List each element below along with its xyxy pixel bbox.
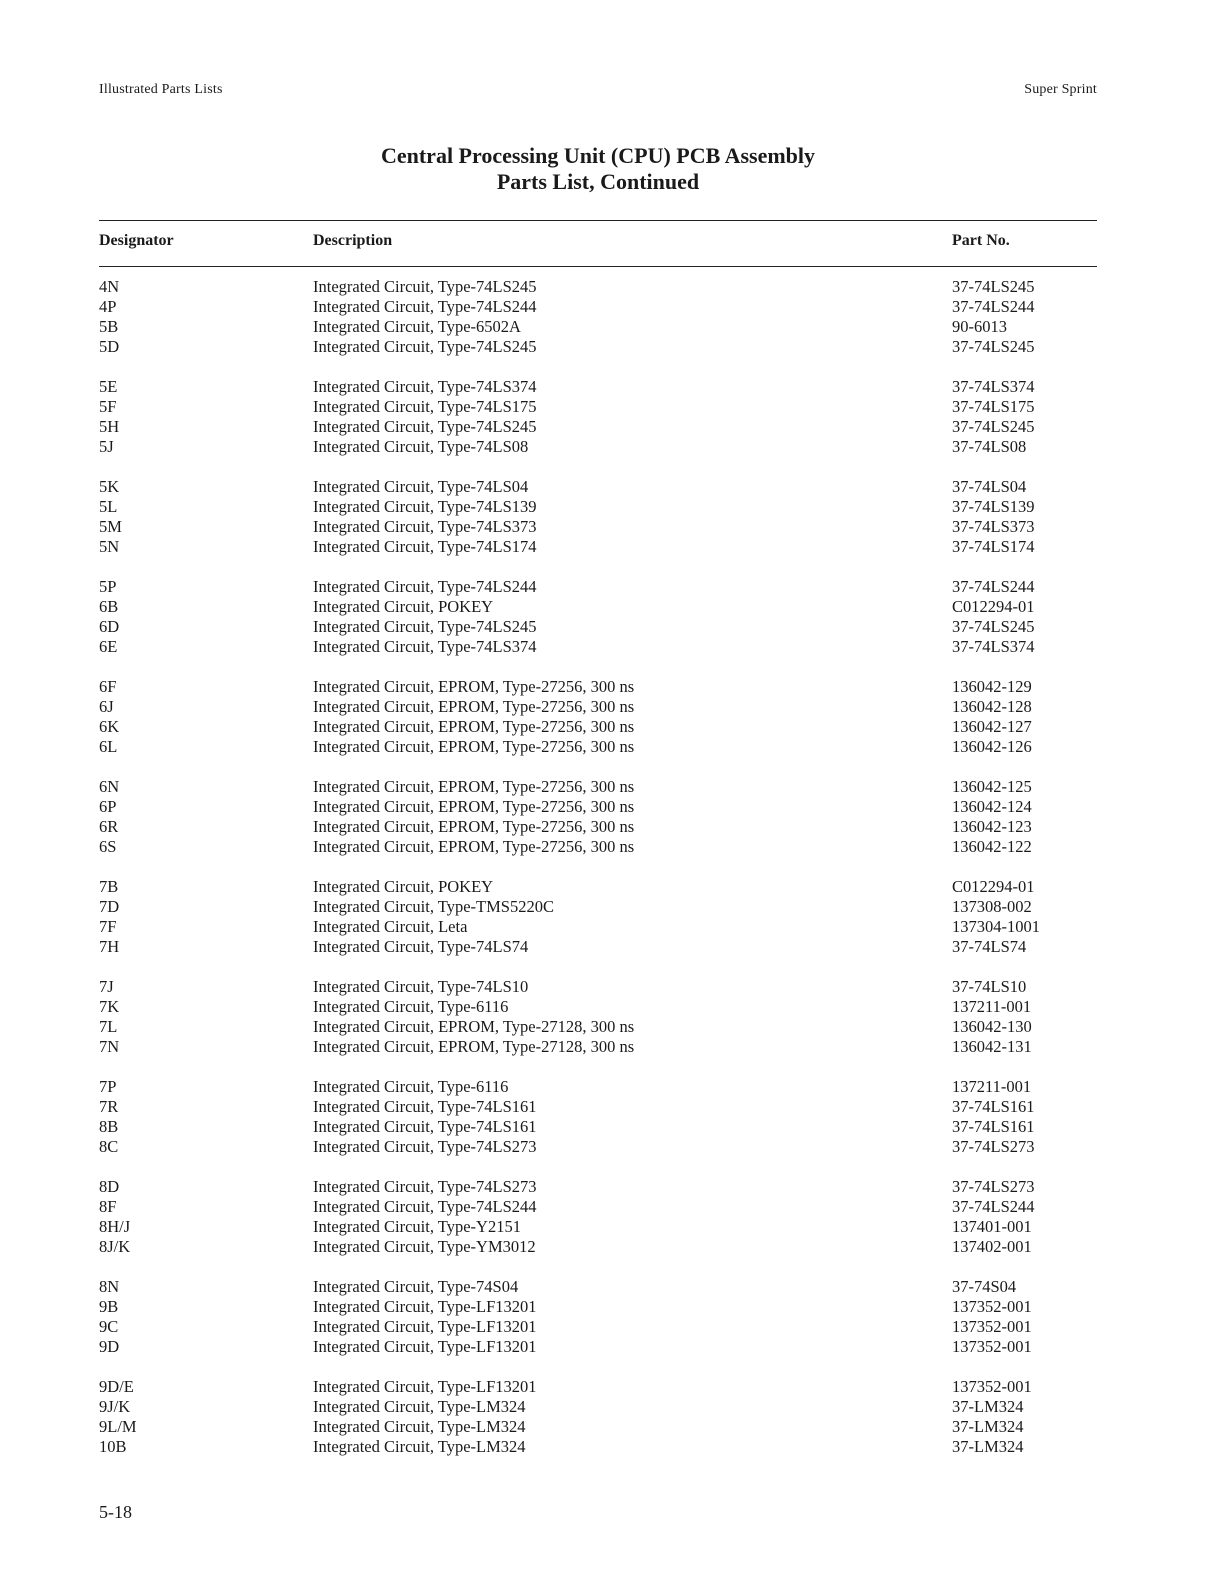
group-spacer [99,357,1097,377]
group-spacer [99,757,1097,777]
description-cell: Integrated Circuit, Type-74LS244 [313,577,537,596]
description-cell: Integrated Circuit, Type-6116 [313,1077,509,1096]
description-cell: Integrated Circuit, EPROM, Type-27256, 300 ns [313,717,635,736]
table-row [99,517,1097,537]
description-cell: Integrated Circuit, Type-74LS244 [313,1197,537,1216]
description-cell: Integrated Circuit, EPROM, Type-27256, 300 ns [313,817,635,836]
table-row [99,1437,1097,1457]
part-no-cell: 136042-126 [952,737,1032,756]
designator-cell: 7K [99,997,120,1016]
running-header-right: Super Sprint [1024,82,1097,97]
group-spacer [99,1357,1097,1377]
group-spacer [99,957,1097,977]
part-no-cell: 37-74LS245 [952,277,1035,296]
parts-table [99,277,1097,1457]
part-no-cell: 136042-127 [952,717,1032,736]
description-cell: Integrated Circuit, POKEY [313,597,494,616]
group-spacer-cell [99,957,1097,977]
description-cell: Integrated Circuit, Type-74LS373 [313,517,537,536]
designator-cell: 6R [99,817,119,836]
table-row [99,1137,1097,1157]
group-spacer-cell [99,357,1097,377]
group-spacer-cell [99,1257,1097,1277]
description-cell: Integrated Circuit, Type-74LS10 [313,977,529,996]
designator-cell: 6B [99,597,119,616]
part-no-cell: 37-74LS273 [952,1177,1035,1196]
designator-cell: 6P [99,797,117,816]
table-row [99,637,1097,657]
designator-cell: 7P [99,1077,117,1096]
part-no-cell: 90-6013 [952,317,1007,336]
group-spacer [99,1157,1097,1177]
group-spacer-cell [99,757,1097,777]
table-row [99,1297,1097,1317]
description-cell: Integrated Circuit, Type-6502A [313,317,521,336]
table-row [99,477,1097,497]
table-row [99,737,1097,757]
designator-cell: 8B [99,1117,119,1136]
part-no-cell: 137401-001 [952,1217,1032,1236]
table-row [99,977,1097,997]
table-row [99,1237,1097,1257]
part-no-cell: 137211-001 [952,1077,1032,1096]
designator-cell: 7J [99,977,114,996]
group-spacer-cell [99,1057,1097,1077]
table-row [99,1317,1097,1337]
part-no-cell: 37-LM324 [952,1437,1024,1456]
designator-cell: 6D [99,617,120,636]
designator-cell: 5D [99,337,120,356]
table-row [99,1417,1097,1437]
designator-cell: 5L [99,497,118,516]
group-spacer-cell [99,857,1097,877]
part-no-cell: 137211-001 [952,997,1032,1016]
part-no-cell: 137352-001 [952,1337,1032,1356]
designator-cell: 5E [99,377,118,396]
part-no-cell: C012294-01 [952,877,1035,896]
part-no-cell: 37-74LS374 [952,377,1035,396]
description-cell: Integrated Circuit, POKEY [313,877,494,896]
table-row [99,617,1097,637]
table-row [99,1077,1097,1097]
table-row [99,1097,1097,1117]
designator-cell: 5J [99,437,114,456]
description-cell: Integrated Circuit, Type-74LS245 [313,337,537,356]
description-cell: Integrated Circuit, Leta [313,917,468,936]
designator-cell: 5H [99,417,120,436]
designator-cell: 4N [99,277,120,296]
group-spacer [99,1057,1097,1077]
part-no-cell: 37-74LS161 [952,1117,1035,1136]
description-cell: Integrated Circuit, Type-YM3012 [313,1237,536,1256]
table-row [99,1177,1097,1197]
description-cell: Integrated Circuit, Type-LF13201 [313,1317,537,1336]
description-cell: Integrated Circuit, Type-LF13201 [313,1297,537,1316]
group-spacer-cell [99,657,1097,677]
table-row [99,677,1097,697]
designator-cell: 7H [99,937,120,956]
designator-cell: 8J/K [99,1237,131,1256]
description-cell: Integrated Circuit, Type-74LS374 [313,637,537,656]
table-row [99,1397,1097,1417]
part-no-cell: 37-74LS374 [952,637,1035,656]
table-row [99,717,1097,737]
part-no-cell: 37-74LS08 [952,437,1027,456]
part-no-cell: 37-74LS244 [952,577,1035,596]
designator-cell: 4P [99,297,117,316]
table-row [99,1377,1097,1397]
table-row [99,377,1097,397]
part-no-cell: 37-74LS04 [952,477,1027,496]
part-no-cell: 137402-001 [952,1237,1032,1256]
designator-cell: 8N [99,1277,120,1296]
parts-table-body [99,277,1097,1457]
part-no-cell: 137304-1001 [952,917,1040,936]
description-cell: Integrated Circuit, EPROM, Type-27256, 300 ns [313,777,635,796]
part-no-cell: 137352-001 [952,1297,1032,1316]
table-row [99,797,1097,817]
part-no-cell: 37-74LS245 [952,337,1035,356]
description-cell: Integrated Circuit, Type-LM324 [313,1397,526,1416]
description-cell: Integrated Circuit, Type-LM324 [313,1437,526,1456]
part-no-cell: 136042-123 [952,817,1032,836]
group-spacer [99,857,1097,877]
table-row [99,897,1097,917]
designator-cell: 5N [99,537,120,556]
table-row [99,577,1097,597]
table-row [99,397,1097,417]
description-cell: Integrated Circuit, Type-TMS5220C [313,897,554,916]
group-spacer [99,1257,1097,1277]
description-cell: Integrated Circuit, Type-74LS245 [313,617,537,636]
description-cell: Integrated Circuit, Type-74LS245 [313,417,537,436]
description-cell: Integrated Circuit, Type-74LS08 [313,437,529,456]
designator-cell: 7R [99,1097,119,1116]
table-row [99,1117,1097,1137]
description-cell: Integrated Circuit, Type-74LS273 [313,1137,537,1156]
description-cell: Integrated Circuit, EPROM, Type-27256, 300 ns [313,677,635,696]
description-cell: Integrated Circuit, Type-74LS374 [313,377,537,396]
designator-cell: 9C [99,1317,119,1336]
table-row [99,1337,1097,1357]
group-spacer [99,457,1097,477]
designator-cell: 6E [99,637,118,656]
part-no-cell: 37-74LS273 [952,1137,1035,1156]
designator-cell: 6L [99,737,118,756]
description-cell: Integrated Circuit, Type-Y2151 [313,1217,521,1236]
designator-cell: 7F [99,917,117,936]
description-cell: Integrated Circuit, Type-74LS161 [313,1117,537,1136]
description-cell: Integrated Circuit, Type-74LS139 [313,497,537,516]
group-spacer-cell [99,1157,1097,1177]
description-cell: Integrated Circuit, Type-74S04 [313,1277,519,1296]
description-cell: Integrated Circuit, Type-74LS174 [313,537,537,556]
part-no-cell: 37-74LS373 [952,517,1035,536]
description-cell: Integrated Circuit, Type-6116 [313,997,509,1016]
part-no-cell: C012294-01 [952,597,1035,616]
table-row [99,317,1097,337]
table-row [99,1217,1097,1237]
table-top-rule [99,220,1097,221]
part-no-cell: 136042-125 [952,777,1032,796]
description-cell: Integrated Circuit, Type-74LS161 [313,1097,537,1116]
designator-cell: 6S [99,837,117,856]
description-cell: Integrated Circuit, Type-74LS175 [313,397,537,416]
description-cell: Integrated Circuit, EPROM, Type-27256, 300 ns [313,797,635,816]
table-row [99,337,1097,357]
group-spacer-cell [99,457,1097,477]
table-row [99,817,1097,837]
designator-cell: 6K [99,717,120,736]
table-row [99,777,1097,797]
table-row [99,997,1097,1017]
group-spacer-cell [99,557,1097,577]
designator-cell: 9D/E [99,1377,134,1396]
description-cell: Integrated Circuit, Type-LF13201 [313,1377,537,1396]
table-row [99,917,1097,937]
designator-cell: 5M [99,517,122,536]
table-row [99,597,1097,617]
designator-cell: 5B [99,317,119,336]
part-no-cell: 137308-002 [952,897,1032,916]
description-cell: Integrated Circuit, Type-LF13201 [313,1337,537,1356]
part-no-cell: 37-74LS10 [952,977,1027,996]
group-spacer [99,557,1097,577]
part-no-cell: 136042-122 [952,837,1032,856]
designator-cell: 9L/M [99,1417,137,1436]
designator-cell: 8F [99,1197,117,1216]
table-row [99,1197,1097,1217]
designator-cell: 6N [99,777,120,796]
designator-cell: 8C [99,1137,119,1156]
table-row [99,697,1097,717]
table-row [99,417,1097,437]
designator-cell: 6F [99,677,117,696]
part-no-cell: 37-74LS139 [952,497,1035,516]
description-cell: Integrated Circuit, EPROM, Type-27256, 300 ns [313,737,635,756]
table-row [99,437,1097,457]
part-no-cell: 136042-129 [952,677,1032,696]
designator-cell: 7B [99,877,119,896]
table-header-rule [99,266,1097,267]
part-no-cell: 37-LM324 [952,1417,1024,1436]
part-no-cell: 137352-001 [952,1317,1032,1336]
title-line-1: Central Processing Unit (CPU) PCB Assembly [380,143,816,168]
part-no-cell: 37-74LS174 [952,537,1035,556]
part-no-cell: 37-74LS245 [952,417,1035,436]
part-no-cell: 37-74LS161 [952,1097,1035,1116]
description-cell: Integrated Circuit, EPROM, Type-27128, 300 ns [313,1037,635,1056]
part-no-cell: 136042-128 [952,697,1032,716]
description-cell: Integrated Circuit, Type-LM324 [313,1417,526,1436]
table-row [99,537,1097,557]
table-row [99,937,1097,957]
table-row [99,277,1097,297]
designator-cell: 7D [99,897,120,916]
designator-cell: 5P [99,577,117,596]
table-row [99,877,1097,897]
designator-cell: 9D [99,1337,120,1356]
column-header-description: Description [313,232,393,249]
designator-cell: 8H/J [99,1217,131,1236]
description-cell: Integrated Circuit, EPROM, Type-27256, 300 ns [313,697,635,716]
description-cell: Integrated Circuit, Type-74LS245 [313,277,537,296]
designator-cell: 5F [99,397,117,416]
designator-cell: 7N [99,1037,120,1056]
page-number: 5-18 [99,1502,132,1522]
part-no-cell: 37-74LS244 [952,1197,1035,1216]
part-no-cell: 137352-001 [952,1377,1032,1396]
description-cell: Integrated Circuit, Type-74LS04 [313,477,529,496]
table-row [99,1277,1097,1297]
description-cell: Integrated Circuit, Type-74LS74 [313,937,529,956]
running-header-left: Illustrated Parts Lists [99,82,223,97]
designator-cell: 5K [99,477,120,496]
table-row [99,297,1097,317]
table-row [99,1017,1097,1037]
designator-cell: 7L [99,1017,118,1036]
title-line-2: Parts List, Continued [496,169,700,194]
part-no-cell: 136042-124 [952,797,1032,816]
designator-cell: 6J [99,697,114,716]
column-header-designator: Designator [99,232,174,249]
page-title [0,143,1196,195]
designator-cell: 9B [99,1297,119,1316]
description-cell: Integrated Circuit, Type-74LS244 [313,297,537,316]
part-no-cell: 37-74LS244 [952,297,1035,316]
group-spacer [99,657,1097,677]
designator-cell: 8D [99,1177,120,1196]
table-row [99,497,1097,517]
column-header-part-no: Part No. [952,232,1010,249]
part-no-cell: 136042-131 [952,1037,1032,1056]
part-no-cell: 136042-130 [952,1017,1032,1036]
description-cell: Integrated Circuit, EPROM, Type-27128, 300 ns [313,1017,635,1036]
table-row [99,1037,1097,1057]
part-no-cell: 37-74S04 [952,1277,1017,1296]
part-no-cell: 37-74LS245 [952,617,1035,636]
designator-cell: 10B [99,1437,127,1456]
part-no-cell: 37-LM324 [952,1397,1024,1416]
designator-cell: 9J/K [99,1397,131,1416]
group-spacer-cell [99,1357,1097,1377]
description-cell: Integrated Circuit, EPROM, Type-27256, 300 ns [313,837,635,856]
table-row [99,837,1097,857]
part-no-cell: 37-74LS175 [952,397,1035,416]
description-cell: Integrated Circuit, Type-74LS273 [313,1177,537,1196]
part-no-cell: 37-74LS74 [952,937,1027,956]
